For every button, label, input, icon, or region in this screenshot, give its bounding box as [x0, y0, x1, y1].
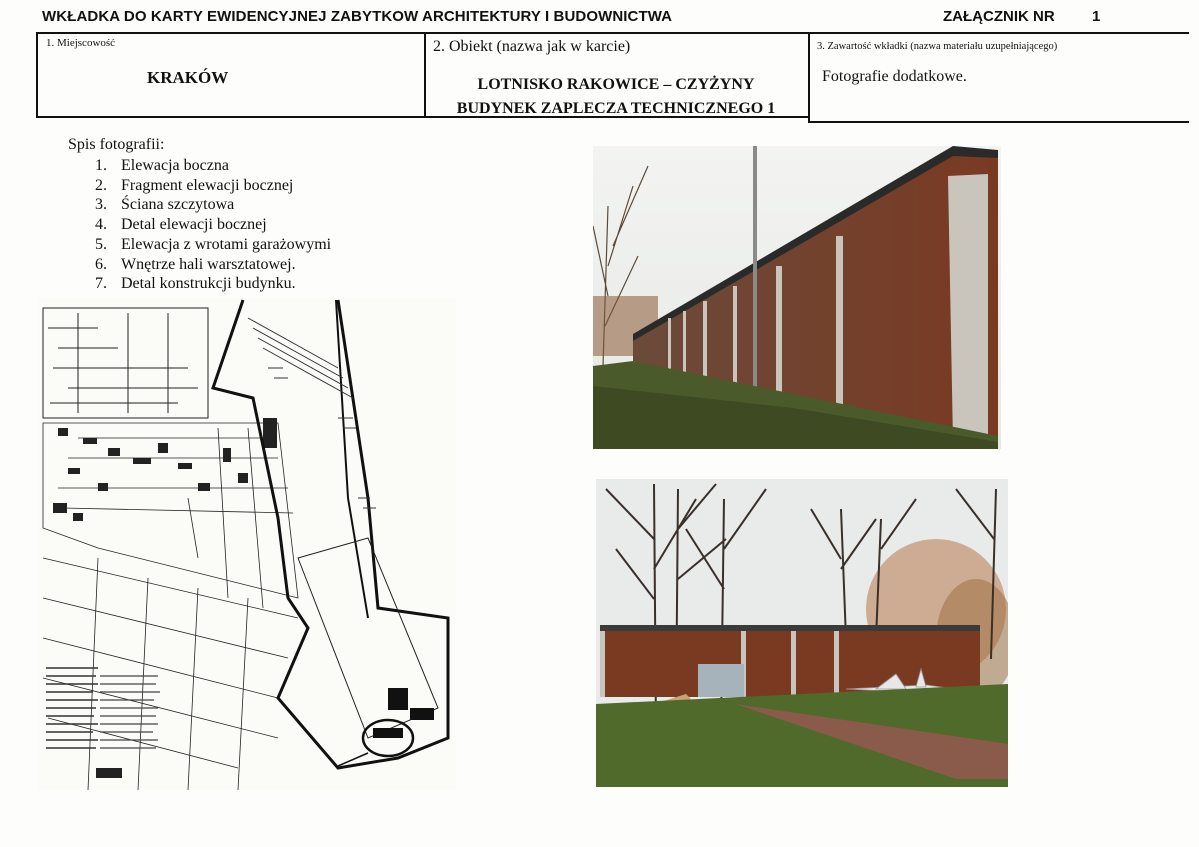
locality-value: KRAKÓW: [147, 68, 229, 87]
object-label: 2. Obiekt (nazwa jak w karcie): [433, 38, 631, 55]
photo-list-title: Spis fotografii:: [68, 136, 165, 153]
frame-left: [36, 32, 38, 118]
site-plan-map: [38, 298, 456, 790]
list-item: 1. Elewacja boczna: [95, 157, 229, 174]
content-value: Fotografie dodatkowe.: [822, 68, 967, 85]
header-rule: [36, 32, 1189, 34]
object-value-line2: BUDYNEK ZAPLECZA TECHNICZNEGO 1: [456, 100, 776, 117]
photo-side-elevation: [593, 146, 1001, 449]
list-item: 5. Elewacja z wrotami garażowymi: [95, 235, 332, 253]
list-item: 4. Detal elewacji bocznej: [95, 216, 267, 234]
list-item: 7. Detal konstrukcji budynku.: [95, 275, 296, 293]
site-plan-drawing: [38, 298, 456, 790]
side-elevation-image: [593, 146, 1001, 449]
list-item: 2. Fragment elewacji bocznej: [95, 176, 294, 194]
divider-2: [808, 34, 810, 122]
list-item: 6. Wnętrze hali warsztatowej.: [95, 255, 296, 273]
content-label: 3. Zawartość wkładki (nazwa materiału uzupełniającego): [817, 41, 1058, 52]
photo-list: [95, 156, 331, 294]
garage-elevation-image: [596, 479, 1008, 787]
photo-garage-elevation: [596, 479, 1008, 787]
document-title: WKŁADKA DO KARTY EWIDENCYJNEJ ZABYTKOW ARCHITEKTURY I BUDOWNICTWA: [42, 8, 673, 25]
annex-label: ZAŁĄCZNIK NR: [943, 8, 1055, 25]
object-value-line1: LOTNISKO RAKOWICE – CZYŻYNY: [477, 76, 755, 93]
annex-number: 1: [1092, 8, 1101, 25]
list-item: 3. Ściana szczytowa: [95, 196, 235, 214]
locality-label: 1. Miejscowość: [46, 37, 116, 49]
fields-bottom-rule-right: [808, 121, 1189, 123]
